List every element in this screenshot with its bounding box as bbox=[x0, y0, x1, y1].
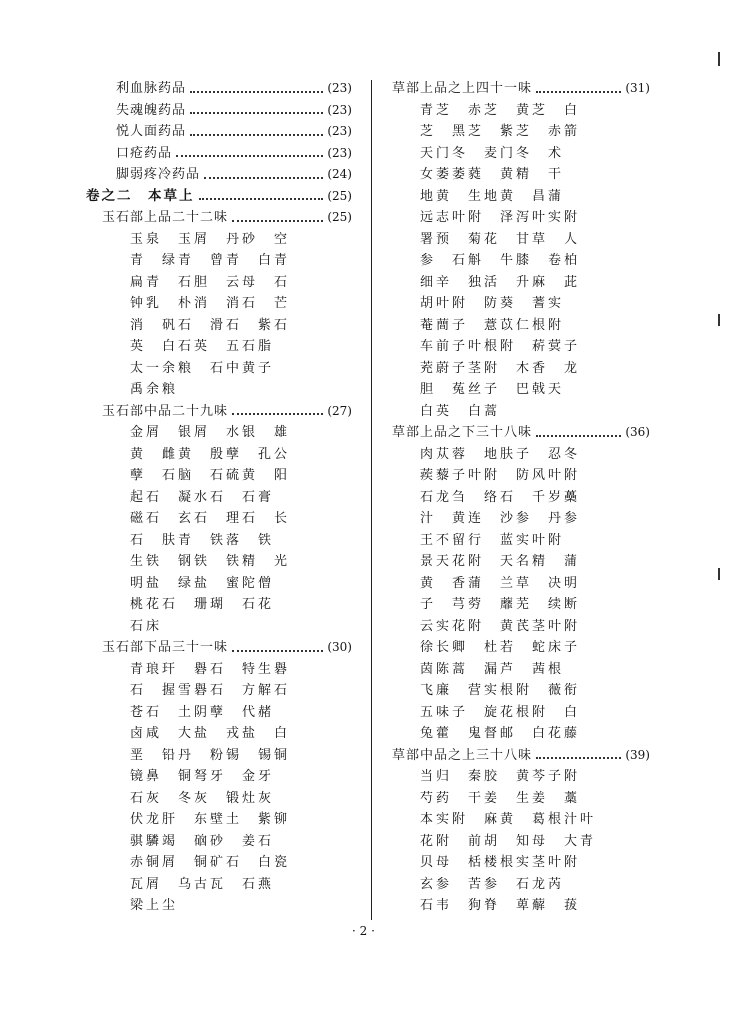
dot-leader bbox=[232, 650, 323, 652]
herb-list-line: 茺蔚子茎附 木香 龙 bbox=[420, 360, 581, 376]
herb-list-line: 胡叶附 防葵 蓍实 bbox=[420, 296, 565, 311]
herb-list-line: 王不留行 蓝实叶附 bbox=[420, 532, 565, 548]
herb-list-line: 伏龙肝 东壁土 紫铆 bbox=[130, 812, 291, 827]
herb-list-line: 垩 铅丹 粉锡 锡铜 bbox=[130, 747, 291, 763]
herb-list-line: 蒺藜子叶附 防风叶附 bbox=[420, 468, 581, 483]
herb-list-line: 黄 香蒲 兰草 决明 bbox=[420, 575, 581, 591]
herb-list-line: 参 石斛 牛膝 卷柏 bbox=[420, 253, 581, 268]
toc-entry bbox=[86, 100, 352, 122]
herb-list-line: 芝 黑芝 紫芝 赤箭 bbox=[420, 124, 581, 139]
dot-leader bbox=[536, 91, 621, 93]
toc-entry bbox=[86, 207, 352, 229]
toc-entry bbox=[392, 78, 650, 100]
toc-entry bbox=[86, 121, 352, 143]
toc-entry-page: (23) bbox=[327, 145, 352, 160]
herb-list-line: 石 握雪礜石 方解石 bbox=[130, 683, 291, 698]
herb-list-line: 卤咸 大盐 戎盐 白 bbox=[130, 726, 291, 741]
scan-mark bbox=[718, 52, 720, 66]
toc-entry-page: (23) bbox=[327, 102, 352, 117]
herb-list-line: 本实附 麻黄 葛根汁叶 bbox=[420, 812, 597, 827]
toc-entry bbox=[86, 186, 352, 208]
toc-entry-title: 卷之二 本草上 bbox=[86, 187, 195, 204]
herb-list-line: 禹余粮 bbox=[130, 382, 179, 397]
herb-list-line: 石床 bbox=[130, 618, 163, 634]
toc-entry-title: 玉石部上品二十二味 bbox=[102, 210, 229, 225]
herb-list-line: 景天花附 天名精 蒲 bbox=[420, 554, 581, 569]
herb-list-line: 花附 前胡 知母 大青 bbox=[420, 833, 597, 849]
herb-list-line: 五味子 旋花根附 白 bbox=[420, 704, 581, 720]
herb-list-line: 胆 菟丝子 巴戟天 bbox=[420, 382, 565, 397]
toc-entry-title: 草部中品之上三十八味 bbox=[392, 747, 533, 763]
toc-entry-page: (27) bbox=[327, 403, 352, 418]
column-divider bbox=[371, 80, 372, 920]
dot-leader bbox=[199, 198, 324, 200]
dot-leader bbox=[190, 91, 323, 93]
herb-list-line: 扁青 石胆 云母 石 bbox=[130, 274, 291, 290]
dot-leader bbox=[536, 435, 621, 437]
herb-list-line: 茵陈蒿 漏芦 茜根 bbox=[420, 661, 565, 677]
toc-entry-title: 悦人面药品 bbox=[116, 124, 187, 139]
herb-list-line: 玉泉 玉屑 丹砂 空 bbox=[130, 231, 291, 247]
toc-entry-page: (23) bbox=[327, 124, 352, 138]
toc-entry-title: 失魂魄药品 bbox=[116, 102, 187, 118]
left-column bbox=[86, 78, 352, 917]
dot-leader bbox=[176, 155, 323, 157]
herb-list-line: 肉苁蓉 地肤子 忍冬 bbox=[420, 446, 581, 462]
herb-list-line: 石灰 冬灰 锻灶灰 bbox=[130, 790, 275, 806]
toc-entry bbox=[86, 401, 352, 423]
herb-list-line: 青芝 赤芝 黄芝 白 bbox=[420, 102, 581, 118]
herb-list-line: 当归 秦胶 黄芩子附 bbox=[420, 769, 581, 784]
toc-entry-title: 玉石部中品二十九味 bbox=[102, 403, 229, 419]
herb-list-line: 远志叶附 泽泻叶实附 bbox=[420, 210, 581, 225]
toc-entry-title: 草部上品之下三十八味 bbox=[392, 425, 533, 440]
toc-entry-title: 利血脉药品 bbox=[116, 81, 187, 96]
toc-entry bbox=[86, 78, 352, 100]
herb-list-line: 白英 白蒿 bbox=[420, 403, 501, 419]
herb-list-line: 飞廉 营实根附 薇衔 bbox=[420, 683, 581, 698]
herb-list-line: 太一余粮 石中黄子 bbox=[130, 360, 275, 376]
herb-list-line: 钟乳 朴消 消石 芒 bbox=[130, 296, 291, 311]
herb-list-line: 黄 雌黄 殷孽 孔公 bbox=[130, 446, 291, 462]
dot-leader bbox=[232, 413, 323, 415]
toc-entry-title: 口疮药品 bbox=[116, 145, 173, 161]
dot-leader bbox=[190, 134, 323, 136]
herb-list-line: 菴蕳子 薏苡仁根附 bbox=[420, 317, 565, 333]
right-column bbox=[392, 78, 650, 917]
herb-list-line: 消 矾石 滑石 紫石 bbox=[130, 317, 291, 333]
herb-list-line: 赤铜屑 铜矿石 白瓷 bbox=[130, 855, 291, 870]
herb-list-line: 金屑 银屑 水银 雄 bbox=[130, 425, 291, 440]
toc-entry-title: 草部上品之上四十一味 bbox=[392, 81, 533, 96]
herb-list-line: 青 绿青 曾青 白青 bbox=[130, 253, 291, 268]
toc-entry bbox=[86, 637, 352, 659]
herb-list-line: 青琅玕 礜石 特生礜 bbox=[130, 661, 291, 677]
herb-list-line: 车前子叶根附 菥蓂子 bbox=[420, 339, 581, 354]
toc-entry bbox=[392, 422, 650, 444]
toc-entry-page: (31) bbox=[625, 81, 650, 95]
herb-list-line: 芍药 干姜 生姜 藁 bbox=[420, 790, 581, 806]
dot-leader bbox=[190, 112, 323, 114]
herb-list-line: 瓦屑 乌古瓦 石燕 bbox=[130, 876, 275, 892]
herb-list-line: 生铁 钢铁 铁精 光 bbox=[130, 554, 291, 569]
herb-list-line: 明盐 绿盐 蜜陀僧 bbox=[130, 575, 275, 591]
toc-entry-title: 玉石部下品三十一味 bbox=[102, 640, 229, 655]
herb-list-line: 子 芎䓖 蘼芜 续断 bbox=[420, 597, 581, 612]
toc-entry-title: 脚弱疼冷药品 bbox=[116, 167, 201, 182]
toc-entry bbox=[86, 164, 352, 186]
herb-list-line: 兔藿 鬼督邮 白花藤 bbox=[420, 726, 581, 741]
toc-entry-page: (30) bbox=[327, 640, 352, 654]
herb-list-line: 镜鼻 铜弩牙 金牙 bbox=[130, 769, 275, 784]
herb-list-line: 苍石 土阴孽 代赭 bbox=[130, 704, 275, 720]
herb-list-line: 徐长卿 杜若 蛇床子 bbox=[420, 640, 581, 655]
herb-list-line: 地黄 生地黄 昌蒲 bbox=[420, 188, 565, 204]
herb-list-line: 磁石 玄石 理石 长 bbox=[130, 511, 291, 526]
herb-list-line: 玄参 苦参 石龙芮 bbox=[420, 876, 565, 892]
scan-mark bbox=[718, 314, 720, 326]
scan-mark bbox=[718, 568, 720, 580]
herb-list-line: 桃花石 珊瑚 石花 bbox=[130, 597, 275, 612]
herb-list-line: 石龙刍 络石 千岁蘽 bbox=[420, 489, 581, 505]
toc-entry bbox=[392, 745, 650, 767]
toc-entry-page: (39) bbox=[625, 747, 650, 762]
herb-list-line: 起石 凝水石 石膏 bbox=[130, 489, 275, 505]
herb-list-line: 云实花附 黄芪茎叶附 bbox=[420, 618, 581, 634]
dot-leader bbox=[536, 757, 621, 759]
herb-list-line: 细辛 独活 升麻 茈 bbox=[420, 274, 581, 290]
toc-entry-page: (25) bbox=[327, 188, 352, 203]
herb-list-line: 石 肤青 铁落 铁 bbox=[130, 532, 275, 548]
toc-entry-page: (25) bbox=[327, 210, 352, 224]
toc-entry-page: (24) bbox=[327, 167, 352, 181]
herb-list-line: 英 白石英 五石脂 bbox=[130, 339, 275, 354]
herb-list-line: 汁 黄连 沙参 丹参 bbox=[420, 511, 581, 526]
dot-leader bbox=[204, 177, 323, 179]
dot-leader bbox=[232, 220, 323, 222]
page-number: · 2 · bbox=[352, 924, 375, 938]
herb-list-line: 署预 菊花 甘草 人 bbox=[420, 231, 581, 247]
toc-entry bbox=[86, 143, 352, 165]
herb-list-line: 贝母 栝楼根实茎叶附 bbox=[420, 855, 581, 870]
herb-list-line: 孽 石脑 石硫黄 阳 bbox=[130, 468, 291, 483]
herb-list-line: 女萎萎蕤 黄精 干 bbox=[420, 167, 565, 182]
toc-entry-page: (36) bbox=[625, 425, 650, 439]
herb-list-line: 骐驎竭 硇砂 姜石 bbox=[130, 833, 275, 849]
herb-list-line: 梁上尘 bbox=[130, 898, 179, 913]
herb-list-line: 天门冬 麦门冬 术 bbox=[420, 145, 565, 161]
toc-entry-page: (23) bbox=[327, 81, 352, 95]
herb-list-line: 石韦 狗脊 萆薢 菝 bbox=[420, 898, 581, 913]
